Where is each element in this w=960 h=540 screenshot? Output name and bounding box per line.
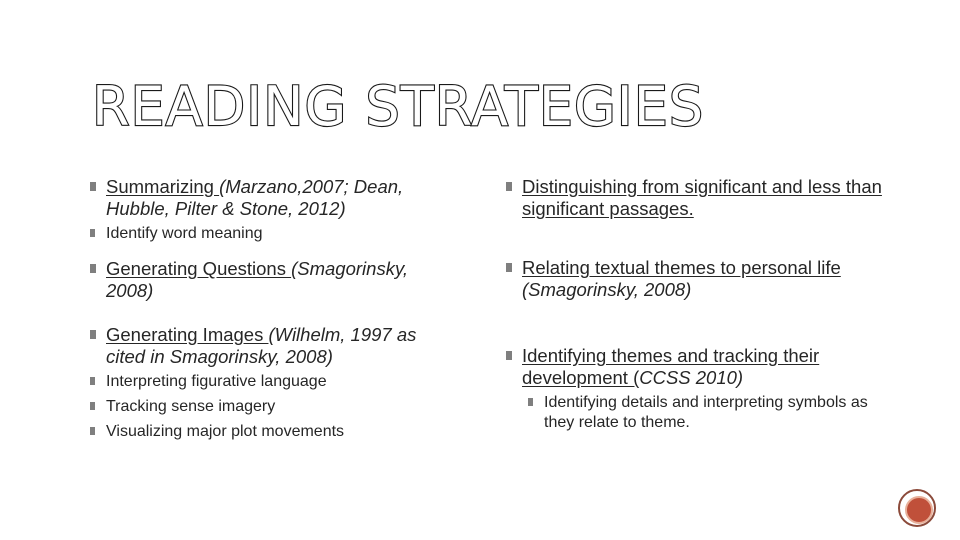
relating-link[interactable]: Relating textual themes to personal life [522, 257, 841, 278]
bullet-icon [90, 402, 95, 410]
bullet-icon [90, 330, 96, 339]
themes-link[interactable]: Identifying themes and tracking their development ( [522, 345, 820, 388]
images-citation: (Wilhelm, 1997 as cited in Smagorinsky, 2008) [106, 324, 417, 367]
questions-link[interactable]: Generating Questions [106, 258, 292, 279]
images-link[interactable]: Generating Images [106, 324, 269, 345]
relating-citation: (Smagorinsky, 2008) [522, 279, 692, 300]
sub-item-sense-imagery [90, 397, 460, 417]
sub-item-figurative [90, 372, 460, 392]
summarizing-citation: (Marzano,2007; Dean, Hubble, Pilter & Stone, 2012) [106, 176, 404, 219]
sub-item-identify-word [90, 224, 460, 244]
sub-item-label: Visualizing major plot movements [106, 423, 345, 440]
bullet-icon [506, 182, 512, 191]
bullet-icon [528, 398, 533, 406]
right-column [506, 176, 886, 433]
bullet-icon [90, 182, 96, 191]
logo-inner-circle [905, 496, 933, 524]
logo-icon [898, 489, 936, 527]
summarizing-link[interactable]: Summarizing [106, 176, 220, 197]
slide-title: READING STRATEGIES [92, 75, 705, 138]
bullet-icon [90, 264, 96, 273]
list-item-distinguishing [506, 176, 886, 220]
distinguishing-link[interactable]: Distinguishing from significant and less than significant passages. [522, 176, 882, 219]
list-item-images [90, 324, 460, 368]
list-item-summarizing [90, 176, 460, 220]
list-item-questions [90, 258, 460, 302]
list-item-themes [506, 345, 886, 389]
bullet-icon [90, 427, 95, 435]
sub-item-plot-movements [90, 422, 460, 442]
sub-item-label: Identifying details and interpreting symbols as they relate to theme. [544, 394, 868, 431]
sub-item-label: Interpreting figurative language [106, 373, 327, 390]
left-column [90, 176, 460, 442]
bullet-icon [90, 229, 95, 237]
questions-citation: (Smagorinsky, 2008) [106, 258, 408, 301]
sub-item-label: Identify word meaning [106, 225, 263, 242]
bullet-icon [506, 351, 512, 360]
themes-citation: CCSS 2010) [639, 367, 744, 388]
sub-item-symbols [506, 393, 886, 433]
bullet-icon [506, 263, 512, 272]
list-item-relating [506, 257, 886, 301]
bullet-icon [90, 377, 95, 385]
sub-item-label: Tracking sense imagery [106, 398, 276, 415]
